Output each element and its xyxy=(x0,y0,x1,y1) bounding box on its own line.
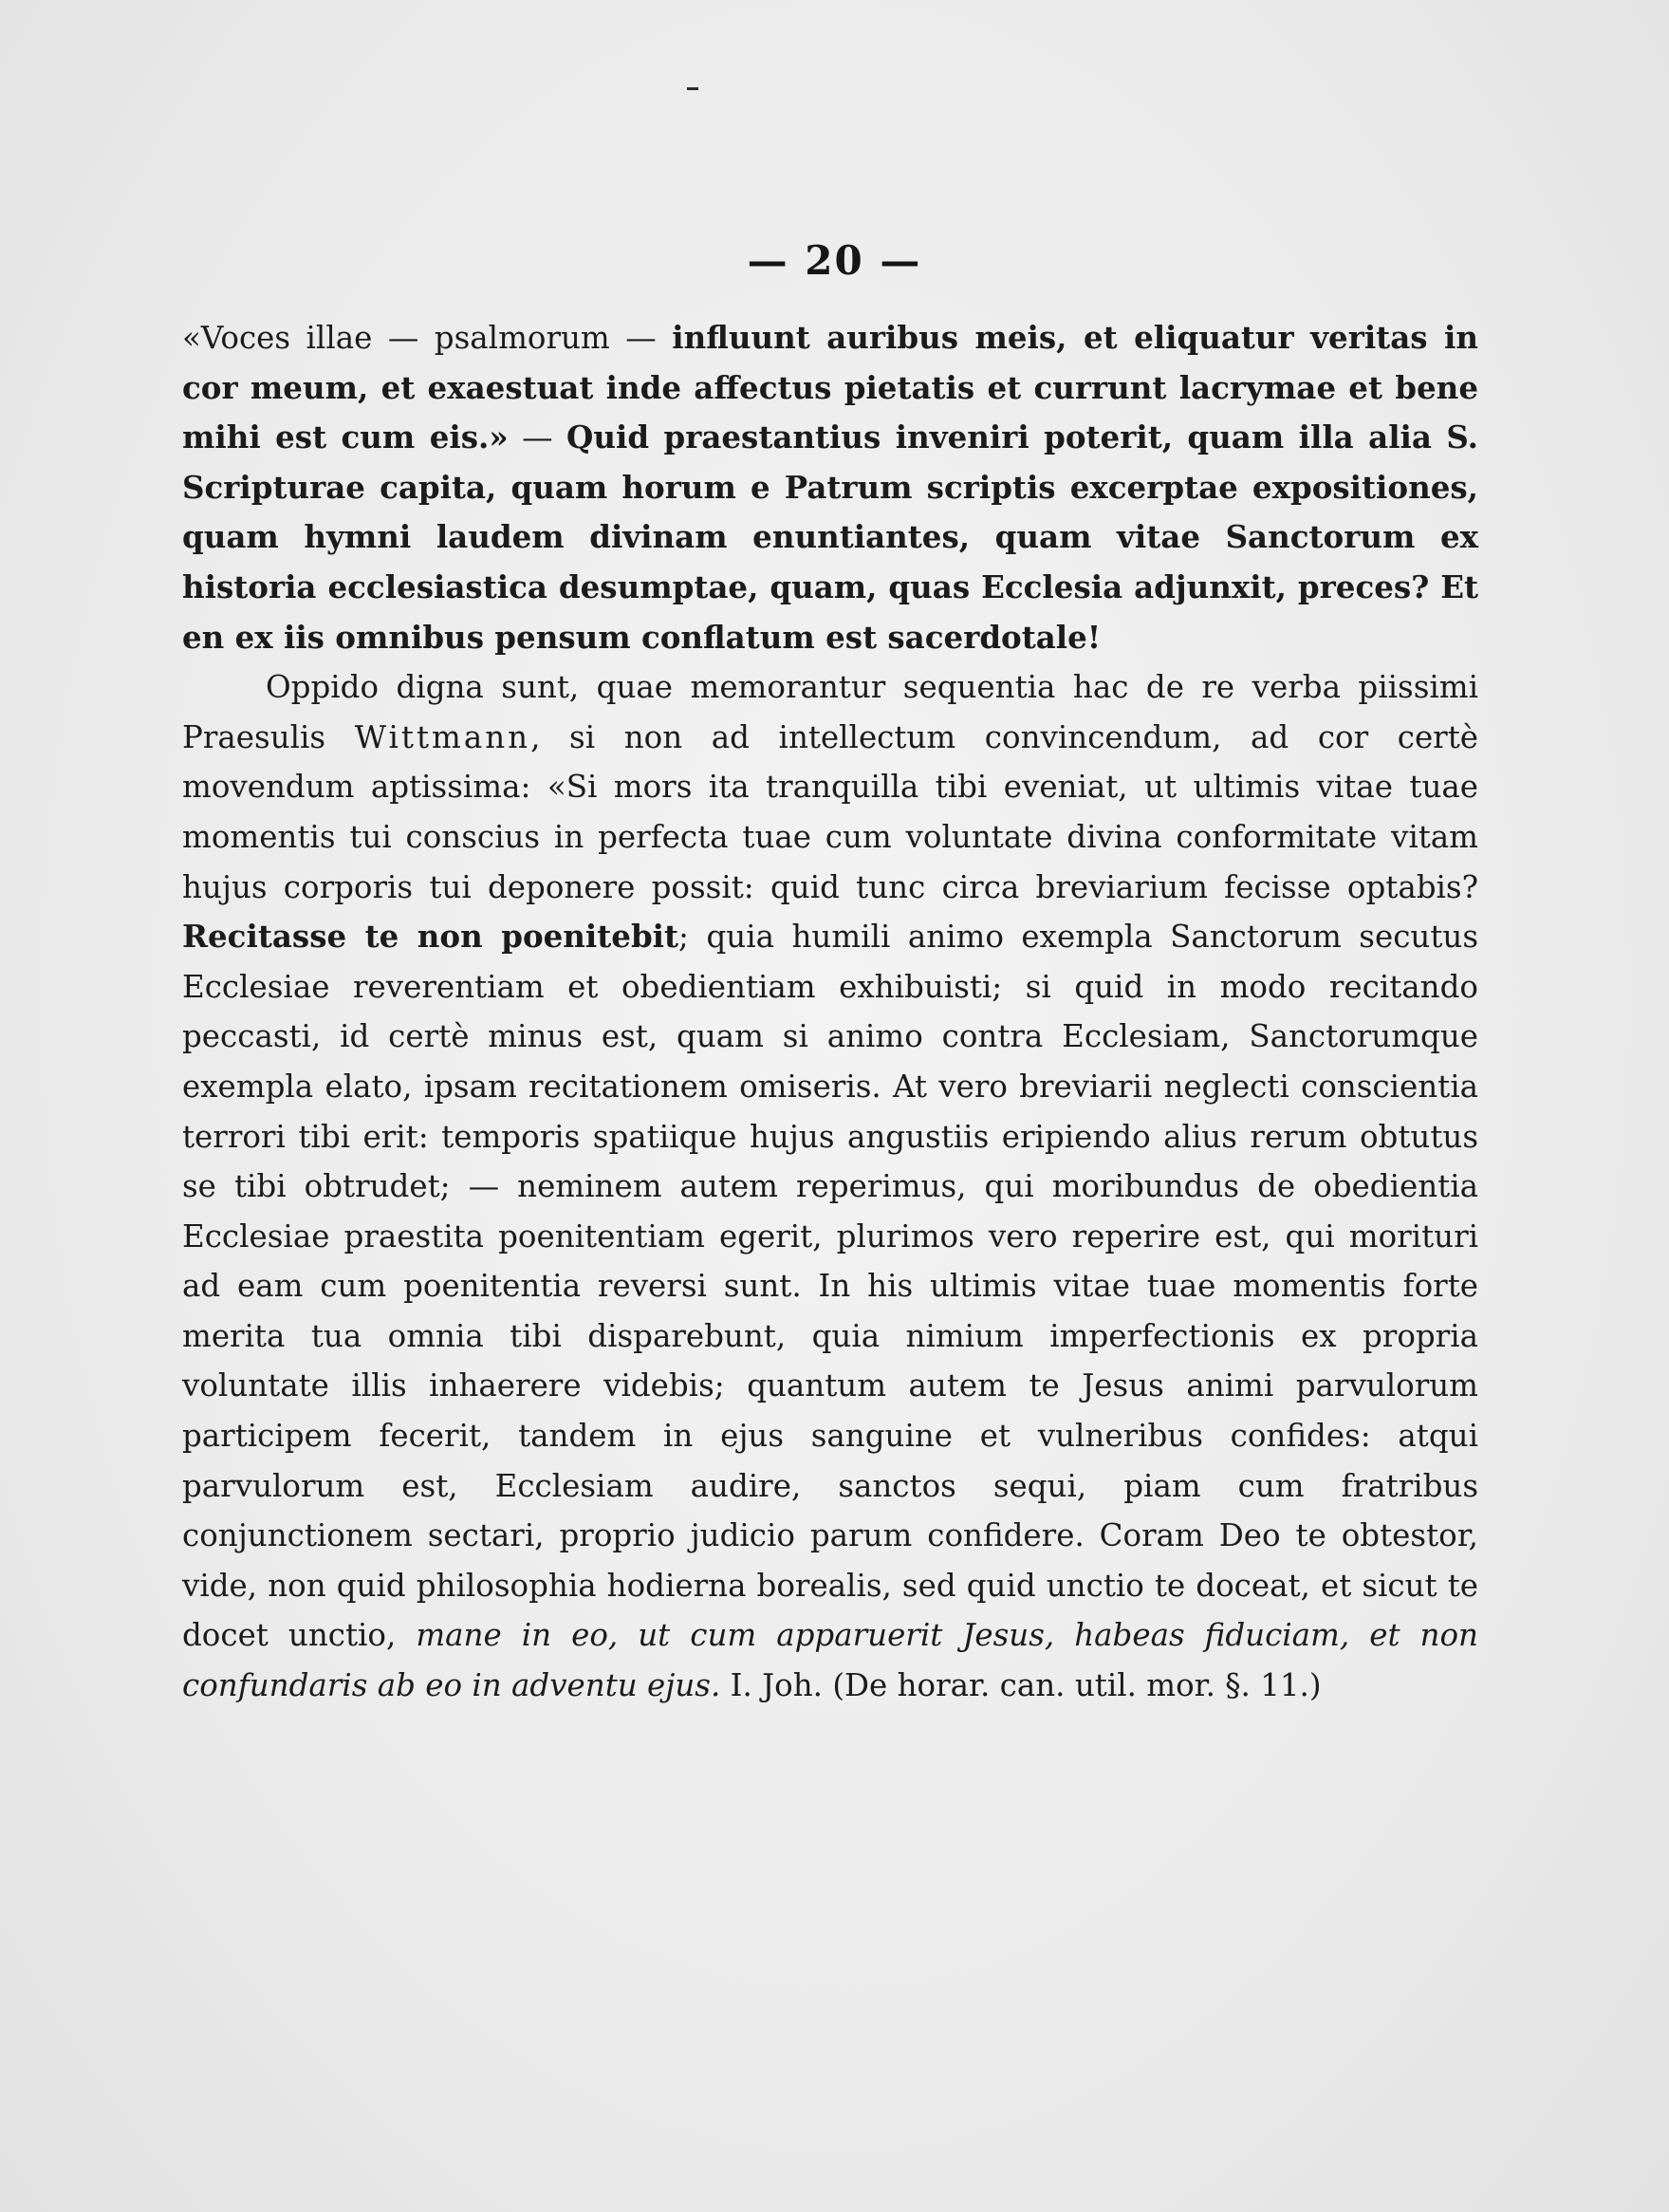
page-number: — 20 — xyxy=(747,237,922,284)
paragraph-2-segment-5: ; quia humili animo exempla Sanctorum secutus Ecclesiae reverentiam et obedientiam exhibuisti; si quid in modo recitando peccasti, id certè minus est, quam si animo contra Ecclesiam, Sanctorumque exempla elato, ipsam recitationem omiseris. At vero breviarii neglecti conscientia terrori tibi erit: temporis spatiique hujus angustiis eripiendo alius rerum obtutus se tibi obtrudet; — neminem autem reperimus, qui moribundus de obedientia Ecclesiae praestita poenitentiam egerit, plurimos vero reperire est, qui morituri ad eam cum poenitentia reversi sunt. In his ultimis vitae tuae momentis forte merita tua omnia tibi disparebunt, quia nimium imperfectionis ex propria voluntate illis inhaerere videbis; quantum autem te Jesus animi parvulorum participem fecerit, tandem in ejus sanguine et vulneribus confides: atqui parvulorum est, Ecclesiam audire, sanctos sequi, piam cum fratribus conjunctionem sectari, proprio judicio parum confidere. Coram Deo te obtestor, vide, non quid philosophia hodierna borealis, sed quid unctio te doceat, et sicut te docet unctio, xyxy=(182,919,1478,1654)
paragraph-1 xyxy=(182,313,1478,662)
paragraph-1-segment-3: — xyxy=(508,419,567,456)
paragraph-2-emphasis: Recitasse te non poenitebit xyxy=(182,918,679,956)
paragraph-1-segment-1: «Voces illae — psalmorum — xyxy=(182,320,673,356)
citation: I. Joh. (De horar. can. util. mor. §. 11.) xyxy=(720,1667,1322,1704)
paragraph-1-segment-2: influunt auribus meis, et eliquatur veritas in cor meum, et exaestuat inde affectus pietatis et currunt lacrymae et bene mihi est cum eis.» xyxy=(182,319,1478,456)
paragraph-2 xyxy=(182,662,1478,1710)
body-text xyxy=(182,313,1478,1711)
paragraph-2-segment-1: Oppido digna sunt, quae memorantur sequentia hac de re verba piissimi Praesulis xyxy=(182,669,1478,755)
paragraph-2-segment-3: , si non ad intellectum convincendum, ad cor certè movendum aptissima: «Si mors ita tranquilla tibi eveniat, ut ultimis vitae tuae momentis tui conscius in perfecta tuae cum voluntate divina conformitate vitam hujus corporis tui deponere possit: quid tunc circa breviarium fecisse optabis? xyxy=(182,718,1479,905)
scripture-quote: mane in eo, ut cum apparuerit Jesus, habeas fiduciam, et non confundaris ab eo in adventu ejus. xyxy=(182,1617,1478,1704)
paragraph-1-segment-4: Quid praestantius inveniri poterit, quam illa alia S. Scripturae capita, quam horum e Patrum scriptis excerptae expositiones, quam hymni laudem divinam enuntiantes, quam vitae Sanctorum ex historia ecclesiastica desumptae, quam, quas Ecclesia adjunxit, preces? Et en ex iis omnibus pensum conflatum est sacerdotale! xyxy=(182,418,1478,656)
top-dash-mark xyxy=(687,87,698,90)
author-name: Wittmann xyxy=(354,718,531,755)
